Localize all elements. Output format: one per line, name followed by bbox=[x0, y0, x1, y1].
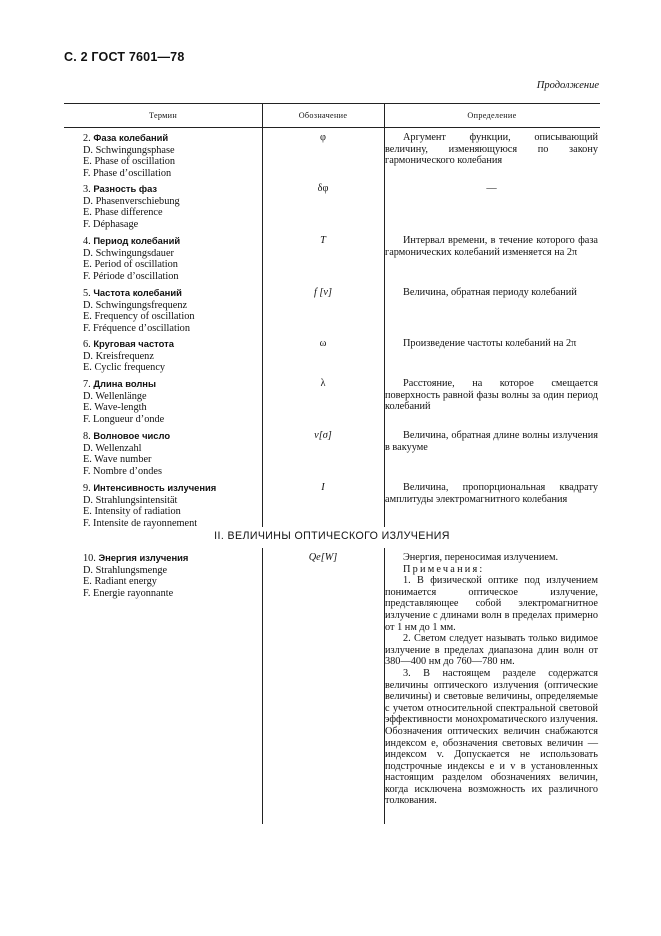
term-fr: F. Déphasage bbox=[83, 218, 139, 230]
notes-title: Примечания: bbox=[403, 563, 485, 575]
term-number: 9. bbox=[83, 483, 91, 494]
table-row bbox=[83, 482, 263, 529]
term-name: Интенсивность излучения bbox=[93, 482, 217, 493]
table-row bbox=[83, 132, 263, 179]
term-definition: Величина, пропорциональная квадрату амплитуды электромагнитного колебания bbox=[385, 482, 598, 505]
term-number: 7. bbox=[83, 379, 91, 390]
term-name: Фаза колебаний bbox=[93, 132, 169, 143]
term-name: Частота колебаний bbox=[93, 287, 182, 298]
term-symbol: φ bbox=[320, 132, 326, 143]
term-definition: — bbox=[486, 183, 497, 194]
term-symbol: T bbox=[320, 235, 326, 246]
term-de: D. Strahlungsmenge bbox=[83, 564, 168, 576]
term-definition: Произведение частоты колебаний на 2π bbox=[403, 338, 577, 349]
term-name: Длина волны bbox=[93, 378, 156, 389]
continuation-label: Продолжение bbox=[536, 80, 599, 91]
table-top-rule bbox=[64, 103, 600, 104]
term-number: 5. bbox=[83, 288, 91, 299]
table-header-rule bbox=[64, 127, 600, 128]
column-header-term: Термин bbox=[148, 111, 178, 120]
term-en: E. Cyclic frequency bbox=[83, 362, 166, 374]
term-number: 10. bbox=[83, 553, 96, 564]
term-number: 6. bbox=[83, 339, 91, 350]
table-row bbox=[83, 338, 263, 374]
term-definition: Интервал времени, в течение которого фаза гармонических колебаний изменяется на 2π bbox=[385, 235, 598, 258]
table-row bbox=[83, 430, 263, 477]
term-en: E. Phase of oscillation bbox=[83, 156, 176, 168]
term-symbol: Qe[W] bbox=[308, 552, 338, 563]
term-number: 8. bbox=[83, 431, 91, 442]
term-definition bbox=[385, 552, 598, 807]
term-name: Волновое число bbox=[93, 430, 171, 441]
term-symbol: f [ν] bbox=[313, 287, 333, 298]
term-definition: Величина, обратная периоду колебаний bbox=[403, 287, 577, 298]
term-fr: F. Période d’oscillation bbox=[83, 270, 179, 282]
column-header-definition: Определение bbox=[467, 111, 517, 120]
column-header-symbol: Обозначение bbox=[298, 111, 348, 120]
term-fr: F. Fréquence d’oscillation bbox=[83, 322, 190, 334]
term-fr: F. Phase d’oscillation bbox=[83, 167, 172, 179]
term-definition: Величина, обратная длине волны излучения в вакууме bbox=[385, 430, 598, 453]
term-de: D. Phasenverschiebung bbox=[83, 195, 180, 207]
term-fr: F. Energie rayonnante bbox=[83, 587, 174, 599]
term-name: Период колебаний bbox=[93, 235, 181, 246]
term-symbol: ω bbox=[319, 338, 327, 349]
term-name: Энергия излучения bbox=[98, 552, 189, 563]
table-row bbox=[83, 287, 263, 334]
term-symbol: λ bbox=[320, 378, 326, 389]
term-name: Круговая частота bbox=[93, 338, 174, 349]
term-number: 3. bbox=[83, 184, 91, 195]
term-fr: F. Intensite de rayonnement bbox=[83, 517, 198, 529]
note-3: 3. В настоящем разделе содержатся величины оптического излучения (оптические величины) и световые величины, определяемые с учетом относительной спектральной световой эффективности монохроматического излучения. Обозначения оптических величин снабжаются индексом e, обозначения световых величин — индексом v. Допускается не использовать подстрочные индексы e и v в установленных настоящим разделом обозначениях величин, когда исключена возможность их различного толкования. bbox=[385, 667, 598, 807]
term-en: E. Intensity of radiation bbox=[83, 506, 181, 518]
term-definition: Расстояние, на которое смещается поверхность равной фазы волны за один период колебаний bbox=[385, 378, 598, 413]
section-heading: II. ВЕЛИЧИНЫ ОПТИЧЕСКОГО ИЗЛУЧЕНИЯ bbox=[214, 530, 450, 542]
term-number: 4. bbox=[83, 236, 91, 247]
term-de: D. Schwingungsphase bbox=[83, 144, 175, 156]
term-en: E. Phase difference bbox=[83, 207, 163, 219]
term-name: Разность фаз bbox=[93, 183, 158, 194]
term-number: 2. bbox=[83, 133, 91, 144]
note-2: 2. Светом следует называть только видимое излучение в пределах диапазона длин волн от 380—400 нм до 760—780 нм. bbox=[385, 633, 598, 668]
term-en: E. Wave-length bbox=[83, 402, 147, 414]
term-de: D. Wellenlänge bbox=[83, 390, 147, 402]
note-1: 1. В физической оптике под излучением понимается оптическое излучение, представляющее собой электромагнитное излучение с длинами волн в пределах примерно от 1 нм до 1 мм. bbox=[385, 575, 598, 633]
term-en: E. Period of oscillation bbox=[83, 259, 178, 271]
term-definition: Аргумент функции, описывающий величину, изменяющуюся по закону гармонического колебания bbox=[385, 132, 598, 167]
term-fr: F. Nombre d’ondes bbox=[83, 465, 162, 477]
definition-main: Энергия, переносимая излучением. bbox=[403, 552, 559, 563]
term-symbol: δφ bbox=[317, 183, 329, 194]
term-de: D. Schwingungsdauer bbox=[83, 247, 174, 259]
term-de: D. Schwingungsfrequenz bbox=[83, 299, 188, 311]
term-de: D. Wellenzahl bbox=[83, 442, 142, 454]
term-en: E. Radiant energy bbox=[83, 576, 157, 588]
table-row bbox=[83, 235, 263, 282]
table-row bbox=[83, 183, 263, 230]
term-en: E. Frequency of oscillation bbox=[83, 311, 195, 323]
document-header: С. 2 ГОСТ 7601—78 bbox=[64, 50, 185, 64]
term-de: D. Strahlungsintensität bbox=[83, 494, 178, 506]
term-de: D. Kreisfrequenz bbox=[83, 350, 154, 362]
table-row bbox=[83, 378, 263, 425]
term-fr: F. Longueur d’onde bbox=[83, 413, 165, 425]
table-row bbox=[83, 552, 263, 599]
term-symbol: ν[σ] bbox=[314, 430, 332, 441]
term-symbol: I bbox=[321, 482, 325, 493]
term-en: E. Wave number bbox=[83, 454, 152, 466]
